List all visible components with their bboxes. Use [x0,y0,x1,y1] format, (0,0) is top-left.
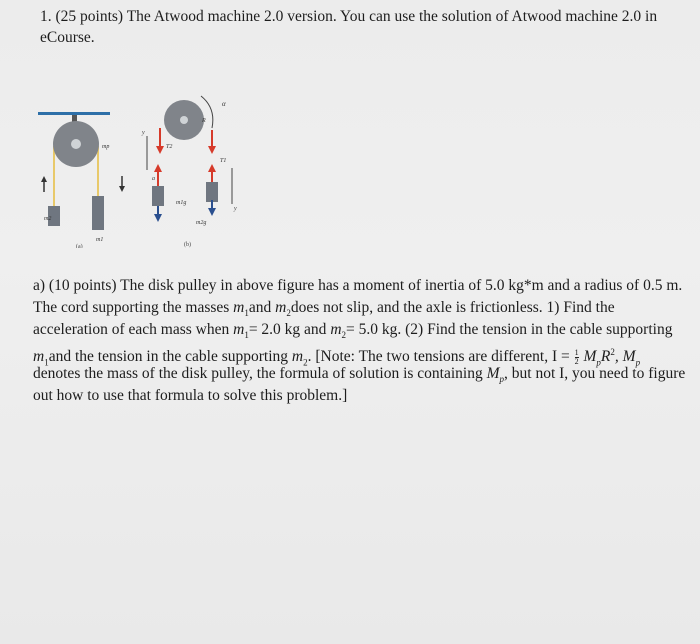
part-a-line-2: The cord supporting the masses $m_1and$ $m_2does$ not slip, and the axle is frictionless. 1) Find the [33,299,615,319]
part-a-line-1: a) (10 points) The disk pulley in above figure has a moment of inertia of 5.0 kg*m and a radius of 0.5 m. [33,277,683,294]
svg-text:T2: T2 [166,144,173,150]
mass-m1-block [92,196,104,230]
label-b: (b) [184,242,191,248]
svg-text:y: y [234,206,237,212]
label-m1: m1 [96,237,104,243]
svg-text:T1: T1 [220,158,227,164]
one-half-fraction: $\frac{1}{2}$ [574,348,579,367]
svg-text:y: y [142,130,145,136]
svg-text:a: a [152,176,155,182]
label-mp: mp [102,144,110,150]
atwood-diagram [36,88,276,248]
label-m2: m2 [44,216,52,222]
part-a-line-3: acceleration of each mass when $m_1= 2.0$ kg and $m_2= 5.0$ kg. (2) Find the tension in the cable supporting [33,321,673,341]
ceiling-bar [38,112,110,115]
svg-text:m1g: m1g [176,200,187,206]
label-a: (a) [76,244,83,248]
part-a-line-5: denotes the mass of the disk pulley, the formula of solution is containing $M_p$, but not I, you need to figure [33,365,686,385]
label-R: R [202,118,206,124]
part-a-text [33,275,700,407]
label-alpha: α [222,100,226,108]
question-title: 1. (25 points) The Atwood machine 2.0 version. You can use the solution of Atwood machine 2.0 in eCourse. [40,8,658,46]
part-a-line-4: $m_1and$ the tension in the cable supporting $m_2$. [Note: The two tensions are different, I = $\frac{1}{2}$ $M_pR^2$, $M_p$ [33,347,641,368]
part-a-line-6: out how to use that formula to solve this problem.] [33,387,348,404]
atwood-figure [36,88,276,248]
svg-text:m2g: m2g [196,220,207,226]
